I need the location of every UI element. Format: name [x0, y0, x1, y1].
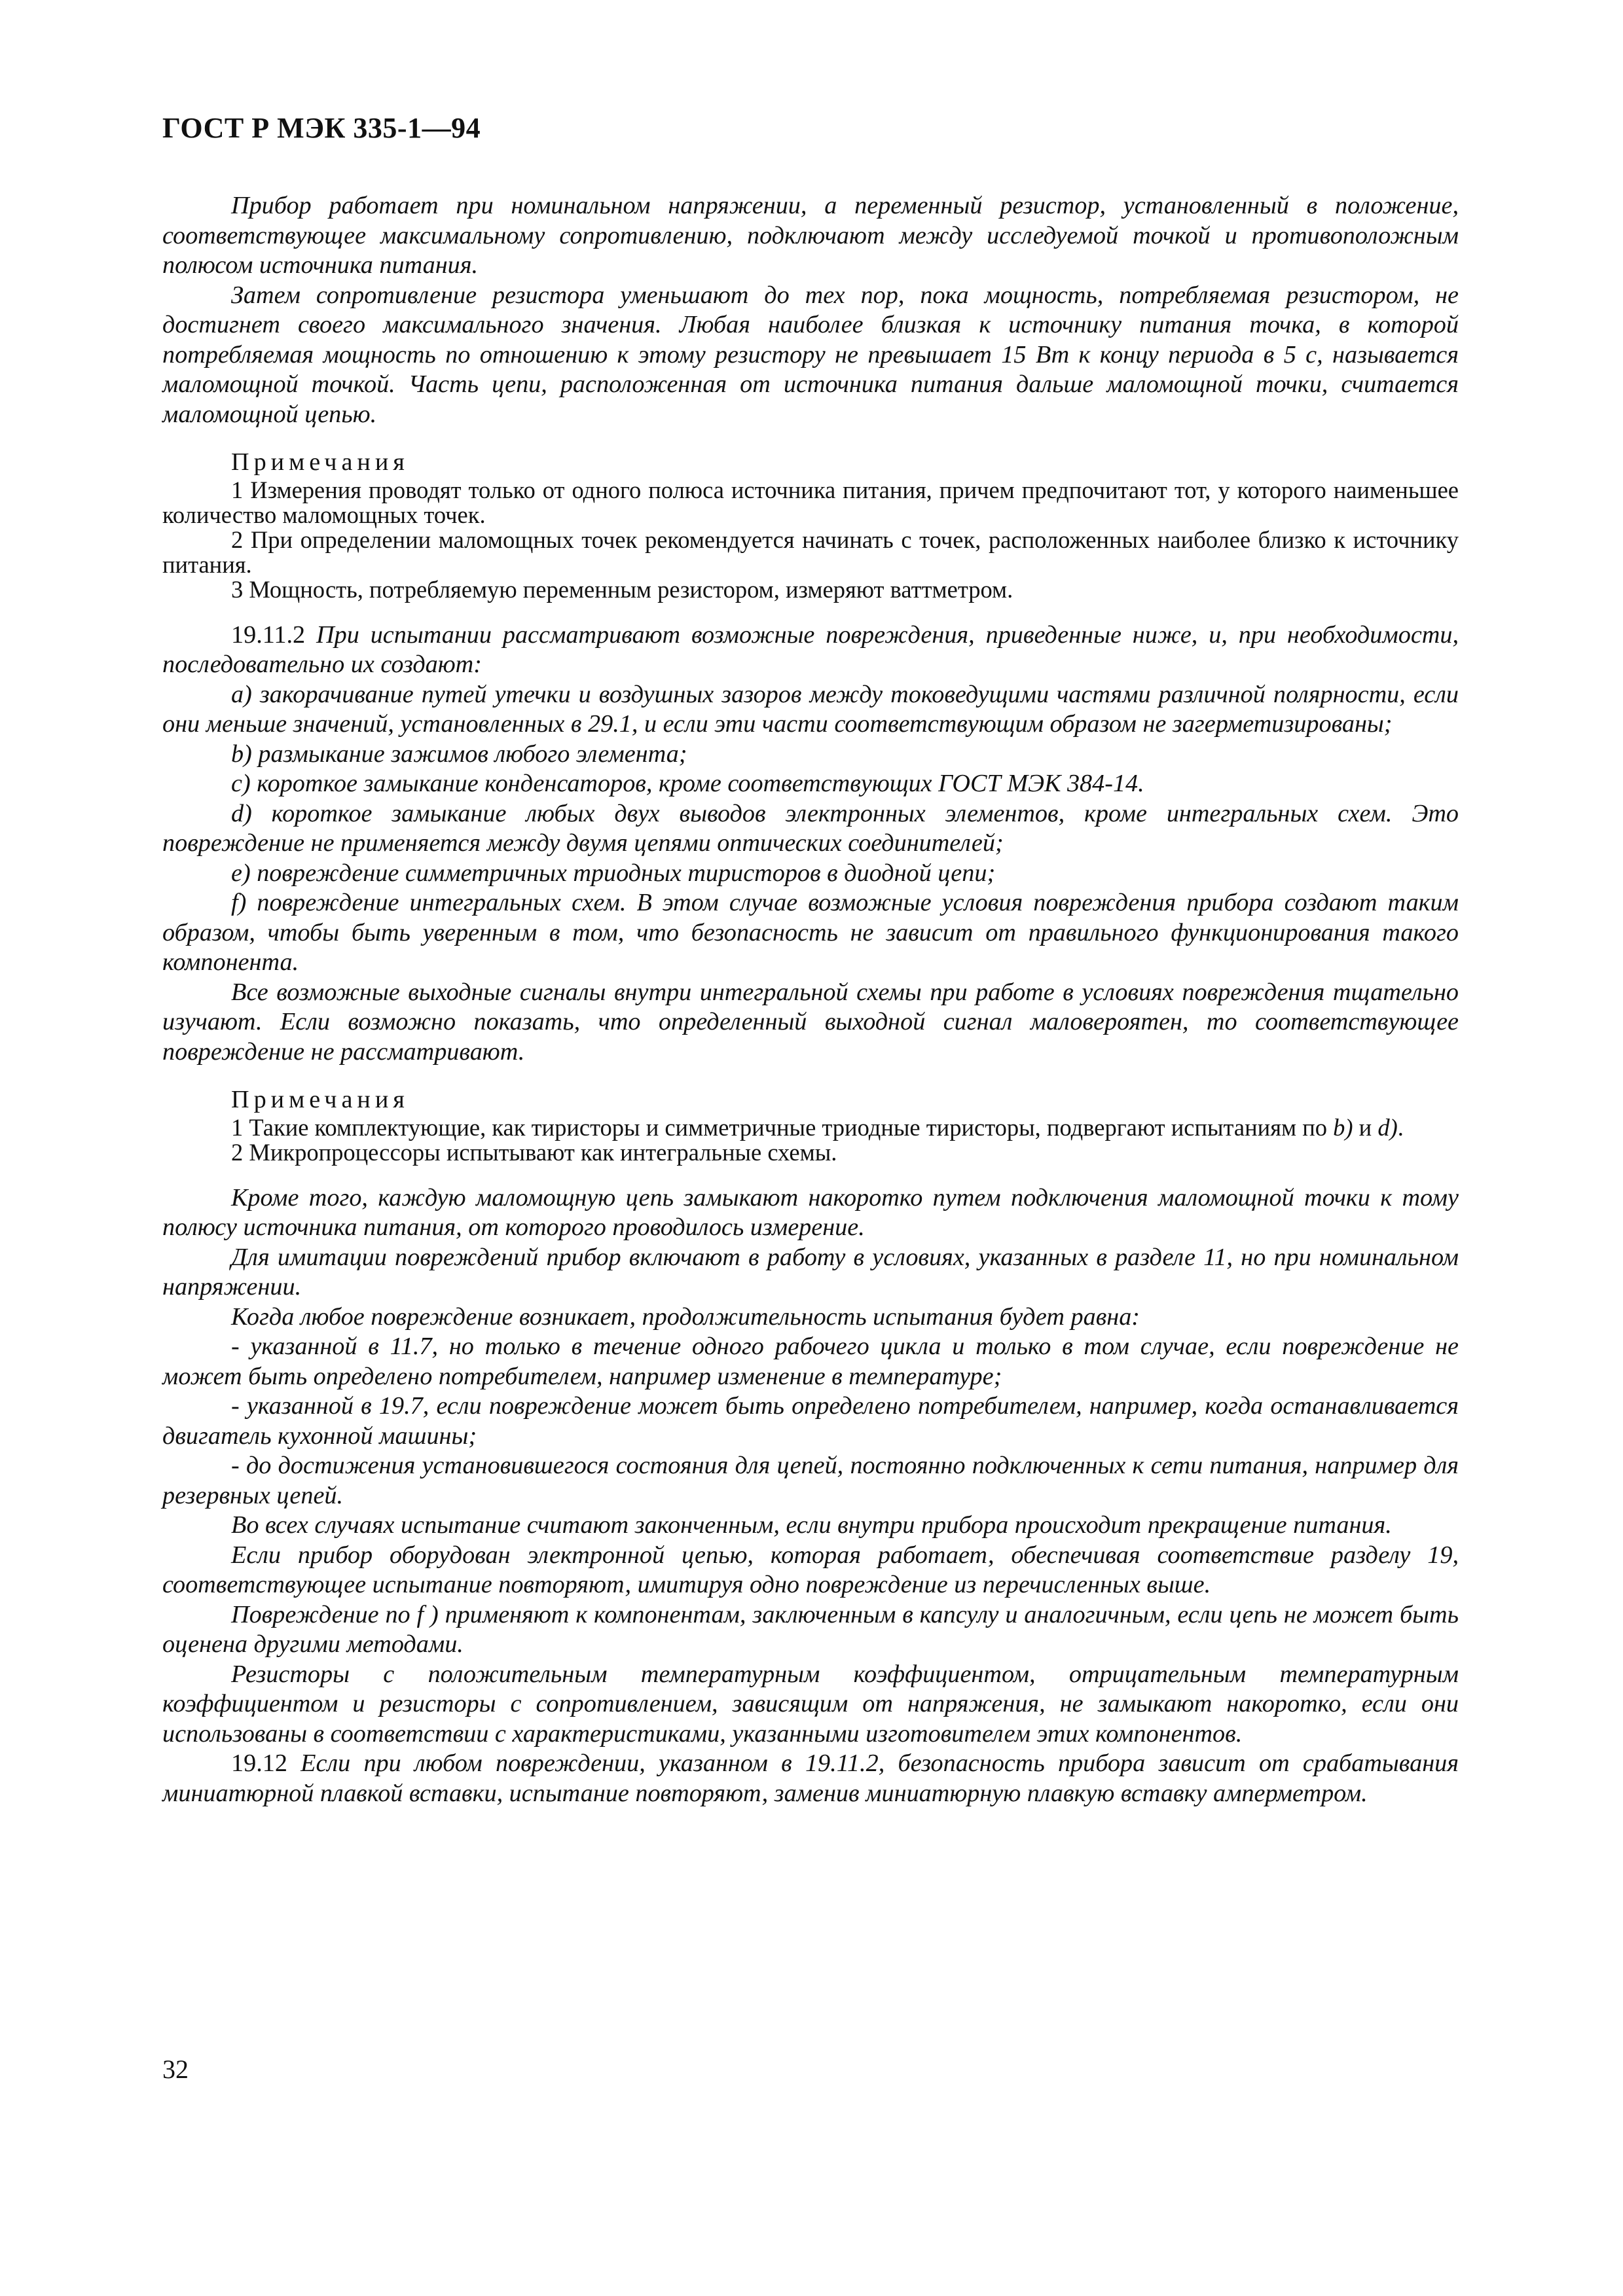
note-item [162, 1115, 1459, 1140]
paragraph-resistance-reduction: Затем сопротивление резистора уменьшают до тех пор, пока мощность, потребляемая резистором, не достигнет своего максимального значения. Любая наиболее близкая к источнику питания точка, в которой потребляемая мощность по отношению к этому резистору не превышает 15 Вт к концу периода в 5 с, называется маломощной точкой. Часть цепи, расположенная от источника питания дальше маломощной точки, считается маломощной цепью. [162, 281, 1459, 428]
document-page [162, 0, 1459, 2296]
section-number: 19.12 [231, 1749, 287, 1777]
list-item-b: b) размыкание зажимов любого элемента; [231, 740, 687, 768]
paragraph-duration: Когда любое повреждение возникает, продолжительность испытания будет равна: [231, 1302, 1140, 1331]
paragraph-resistors: Резисторы с положительным температурным коэффициентом, отрицательным температурным коэффициентом и резисторы с сопротивлением, зависящим от напряжения, не замыкают накоротко, если они использованы в соответствии с характеристиками, указанными изготовителем этих компонентов. [162, 1660, 1459, 1748]
note-item: 3 Мощность, потребляемую переменным резистором, измеряют ваттметром. [231, 575, 1013, 603]
note-ref-b: b) [1333, 1113, 1353, 1141]
section-19-12 [162, 1749, 1459, 1808]
note-text: . [1397, 1113, 1404, 1141]
note-ref-d: d) [1377, 1113, 1398, 1141]
note-item: 1 Измерения проводят только от одного полюса источника питания, причем предпочитают тот, у которого наименьшее количество маломощных точек. [162, 476, 1459, 528]
section-number: 19.11.2 [231, 620, 306, 649]
paragraph-short-circuit: Кроме того, каждую маломощную цепь замыкают накоротко путем подключения маломощной точки к тому полюсу источника питания, от которого проводилось измерение. [162, 1183, 1459, 1241]
note-text: и [1353, 1113, 1378, 1141]
section-19-11-2 [162, 620, 1459, 680]
list-item-f: f) повреждение интегральных схем. В этом случае возможные условия повреждения прибора создают таким образом, чтобы быть уверенным в том, что безопасность не зависит от правильного функционирования такого компонента. [162, 889, 1459, 976]
list-item-c: c) короткое замыкание конденсаторов, кроме соответствующих ГОСТ МЭК 384-14. [231, 770, 1144, 797]
page-content [162, 191, 1459, 1808]
section-text: При испытании рассматривают возможные повреждения, приведенные ниже, и, при необходимости, последовательно их создают: [162, 620, 1459, 678]
notes-heading: Примечания [231, 448, 409, 476]
section-text: Если при любом повреждении, указанном в 19.11.2, безопасность прибора зависит от срабатывания миниатюрной плавкой вставки, испытание повторяют, заменив миниатюрную плавкую вставку амперметром. [162, 1749, 1459, 1807]
list-item-d: d) короткое замыкание любых двух выводов электронных элементов, кроме интегральных схем. Это повреждение не применяется между двумя цепями оптических соединителей; [162, 799, 1459, 857]
list-item-e: e) повреждение симметричных триодных тиристоров в диодной цепи; [231, 859, 996, 887]
dash-item: - указанной в 19.7, если повреждение может быть определено потребителем, например, когда останавливается двигатель кухонной машины; [162, 1392, 1459, 1450]
notes-heading: Примечания [231, 1086, 409, 1113]
dash-item: - до достижения установившегося состояния для цепей, постоянно подключенных к сети питания, например для резервных цепей. [162, 1452, 1459, 1509]
paragraph-device-operation: Прибор работает при номинальном напряжении, а переменный резистор, установленный в положение, соответствующее максимальному сопротивлению, подключают между исследуемой точкой и противоположным полюсом источника питания. [162, 192, 1459, 279]
note-text: 1 Такие комплектующие, как тиристоры и симметричные триодные тиристоры, подвергают испытаниям по [231, 1113, 1334, 1141]
paragraph-imitation: Для имитации повреждений прибор включают в работу в условиях, указанных в разделе 11, но при номинальном напряжении. [162, 1243, 1459, 1300]
paragraph-damage-f: Повреждение по f ) применяют к компонентам, заключенным в капсулу и аналогичным, если цепь не может быть оценена другими методами. [162, 1600, 1459, 1658]
paragraph-output-signals: Все возможные выходные сигналы внутри интегральной схемы при работе в условиях повреждения тщательно изучают. Если возможно показать, что определенный выходной сигнал маловероятен, то соответствующее повреждение не рассматривают. [162, 978, 1459, 1066]
note-item: 2 При определении маломощных точек рекомендуется начинать с точек, расположенных наиболее близко к источнику питания. [162, 526, 1459, 578]
page-number: 32 [162, 2054, 189, 2084]
paragraph-test-complete: Во всех случаях испытание считают законченным, если внутри прибора происходит прекращение питания. [231, 1511, 1392, 1539]
list-item-a: a) закорачивание путей утечки и воздушных зазоров между токоведущими частями различной полярности, если они меньше значений, установленных в 29.1, и если эти части соответствующим образом не загерметизированы; [162, 680, 1459, 738]
note-item: 2 Микропроцессоры испытывают как интегральные схемы. [231, 1138, 837, 1166]
standard-designation: ГОСТ Р МЭК 335-1—94 [162, 112, 481, 144]
dash-item: - указанной в 11.7, но только в течение одного рабочего цикла и только в том случае, если повреждение не может быть определено потребителем, например изменение в температуре; [162, 1333, 1459, 1390]
paragraph-electronic-circuit: Если прибор оборудован электронной цепью, которая работает, обеспечивая соответствие разделу 19, соответствующее испытание повторяют, имитируя одно повреждение из перечисленных выше. [162, 1541, 1459, 1598]
